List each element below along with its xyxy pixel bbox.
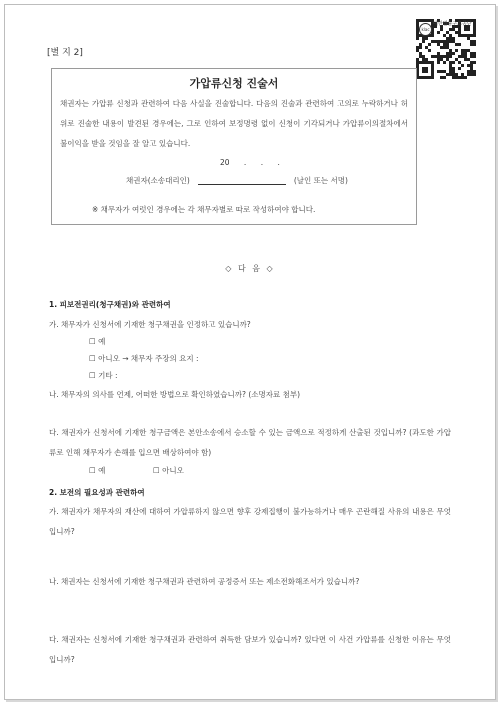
da-option-yes[interactable]: ☐ 예 [89, 466, 106, 475]
section1-heading: 1. 피보전권리(청구채권)와 관련하여 [49, 300, 171, 309]
signer-label: 채권자(소송대리인) [126, 176, 190, 185]
section2-question-ga: 가. 채권자가 채무자의 재산에 대하여 가압류하지 않으면 향후 강제집행이 불가능하거나 매우 곤란해질 사유의 내용은 무엇입니까? [49, 507, 451, 536]
declaration-date: 20 . . . [220, 158, 280, 167]
da-option-no[interactable]: ☐ 아니오 [153, 466, 184, 475]
section1-question-da: 다. 채권자가 신청서에 기재한 청구금액은 본안소송에서 승소할 수 있는 금액으로 적정하게 산출된 것입니까? (과도한 가압류로 인해 채무자가 손해를 입으면 배상하여야 함) [49, 428, 451, 457]
declaration-title: 가압류신청 진술서 [189, 77, 279, 90]
declaration-box [51, 68, 417, 225]
notice: ※ 채무자가 여럿인 경우에는 각 채무자별로 따로 작성하여야 합니다. [92, 205, 316, 214]
signature-line[interactable] [198, 184, 286, 185]
section1-question-na: 나. 채무자의 의사를 언제, 어떠한 방법으로 확인하였습니까? (소명자료 첨부) [49, 390, 301, 399]
qr-badge: 대한법률구조공단 [433, 21, 472, 27]
section1-question-ga: 가. 채무자가 신청서에 기재한 청구채권을 인정하고 있습니까? [49, 320, 251, 329]
section2-question-da: 다. 채권자는 신청서에 기재한 청구채권과 관련하여 취득한 담보가 있습니까? 있다면 이 사건 가압류를 신청한 이유는 무엇입니까? [49, 635, 451, 664]
signer-suffix: (날인 또는 서명) [293, 176, 348, 185]
section2-question-na: 나. 채권자는 신청서에 기재한 청구채권과 관련하여 공정증서 또는 제소전화해조서가 있습니까? [49, 577, 360, 586]
option-yes[interactable]: ☐ 예 [89, 337, 106, 346]
document-page [4, 4, 496, 700]
form-tag: [별 지 2] [47, 48, 83, 58]
klac-stamp: klac [419, 23, 432, 36]
dahum-heading: ◇ 다 음 ◇ [225, 264, 275, 273]
signature-row [126, 175, 348, 186]
option-no[interactable]: ☐ 아니오 → 채무자 주장의 요지 : [89, 354, 199, 363]
section2-heading: 2. 보전의 필요성과 관련하여 [49, 488, 145, 497]
option-etc[interactable]: ☐ 기타 : [89, 371, 118, 380]
declaration-text: 채권자는 가압류 신청과 관련하여 다음 사실을 진술합니다. 다음의 진술과 관련하여 고의로 누락하거나 허위로 진술한 내용이 발견된 경우에는, 그로 인하여 보정명령 없이 신청이 기각되거나 가압류이의절차에서 불이익을 받을 것임을 잘 알고 있습니다. [60, 99, 408, 148]
